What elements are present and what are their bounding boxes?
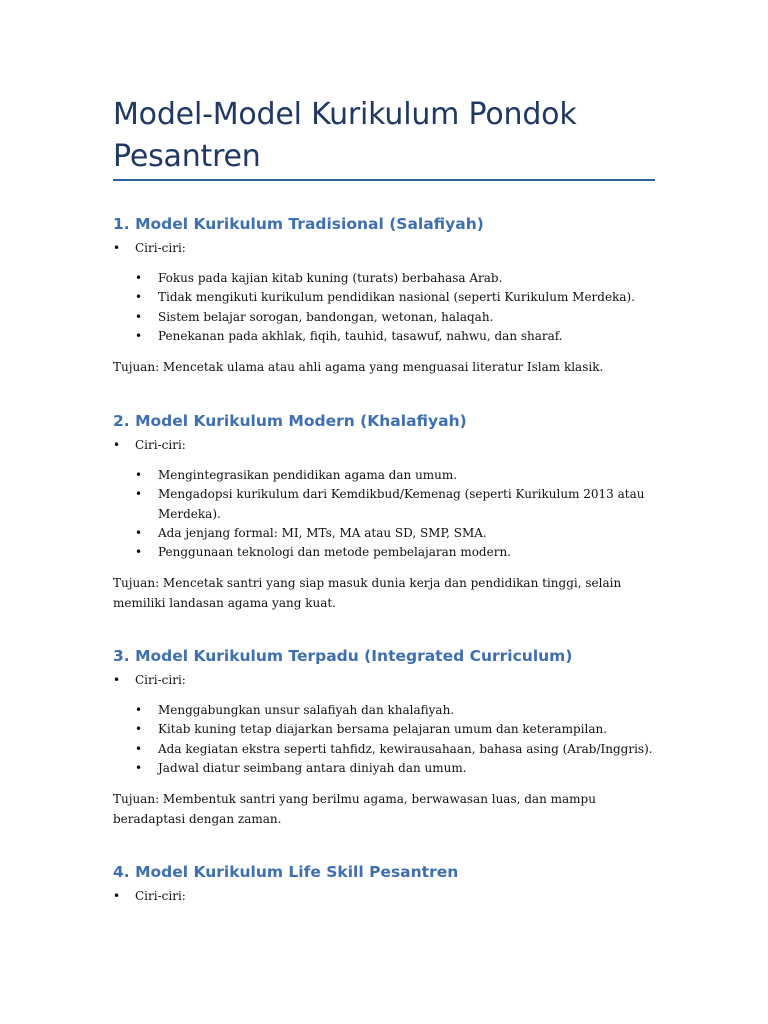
- list-item-text: Tidak mengikuti kurikulum pendidikan nasional (seperti Kurikulum Merdeka).: [158, 290, 635, 305]
- bullet-icon: •: [135, 760, 143, 775]
- section-tradisional: [113, 211, 658, 377]
- list-item-text: Fokus pada kajian kitab kuning (turats) berbahasa Arab.: [158, 271, 503, 285]
- tujuan-paragraph: Tujuan: Mencetak santri yang siap masuk dunia kerja dan pendidikan tinggi, selain memiliki landasan agama yang kuat.: [113, 576, 622, 611]
- bullet-icon: •: [113, 241, 121, 255]
- ciri-list: [113, 701, 658, 778]
- list-item-text: Mengintegrasikan pendidikan agama dan umum.: [158, 468, 458, 482]
- list-item-text: Ada jenjang formal: MI, MTs, MA atau SD, SMP, SMA.: [158, 525, 487, 540]
- list-item: [135, 524, 658, 543]
- list-item: [135, 308, 658, 327]
- ciri-ciri-item: [113, 671, 658, 689]
- document-title: Model-Model Kurikulum Pondok Pesantren: [113, 97, 577, 174]
- bullet-icon: •: [135, 309, 143, 324]
- ciri-ciri-label: Ciri-ciri:: [135, 241, 186, 255]
- list-item-text: Kitab kuning tetap diajarkan bersama pelajaran umum dan keterampilan.: [158, 722, 608, 737]
- list-item-text: Jadwal diatur seimbang antara diniyah dan umum.: [158, 760, 467, 775]
- list-item: [135, 701, 658, 720]
- list-item-text: Penggunaan teknologi dan metode pembelajaran modern.: [158, 545, 511, 560]
- bullet-icon: •: [113, 438, 121, 452]
- list-item-text: Mengadopsi kurikulum dari Kemdikbud/Kemenag (seperti Kurikulum 2013 atau Merdeka).: [158, 487, 645, 521]
- tujuan-paragraph: Tujuan: Membentuk santri yang berilmu agama, berwawasan luas, dan mampu beradaptasi dengan zaman.: [113, 792, 596, 827]
- list-item: [135, 327, 658, 346]
- ciri-ciri-label: Ciri-ciri:: [135, 889, 186, 903]
- ciri-ciri-item: [113, 436, 658, 454]
- ciri-list: [113, 269, 658, 346]
- bullet-icon: •: [135, 722, 143, 737]
- section-heading: 4. Model Kurikulum Life Skill Pesantren: [113, 863, 459, 881]
- list-item: [135, 466, 658, 485]
- ciri-ciri-label: Ciri-ciri:: [135, 673, 186, 687]
- ciri-ciri-item: [113, 887, 658, 905]
- list-item: [135, 485, 658, 524]
- list-item: [135, 543, 658, 562]
- section-heading: 3. Model Kurikulum Terpadu (Integrated Curriculum): [113, 647, 573, 665]
- ciri-ciri-label: Ciri-ciri:: [135, 438, 186, 452]
- ciri-ciri-item: [113, 239, 658, 257]
- tujuan-paragraph: Tujuan: Mencetak ulama atau ahli agama yang menguasai literatur Islam klasik.: [113, 360, 604, 375]
- bullet-icon: •: [135, 703, 143, 717]
- section-terpadu: [113, 643, 658, 829]
- ciri-list: [113, 466, 658, 562]
- bullet-icon: •: [135, 328, 143, 343]
- section-life-skill: [113, 859, 658, 905]
- list-item-text: Sistem belajar sorogan, bandongan, wetonan, halaqah.: [158, 309, 494, 324]
- title-underline: [113, 179, 655, 181]
- list-item: [135, 720, 658, 739]
- list-item-text: Penekanan pada akhlak, fiqih, tauhid, tasawuf, nahwu, dan sharaf.: [158, 328, 563, 343]
- bullet-icon: •: [135, 468, 143, 482]
- section-heading: 1. Model Kurikulum Tradisional (Salafiyah): [113, 215, 484, 233]
- list-item-text: Menggabungkan unsur salafiyah dan khalafiyah.: [158, 703, 455, 717]
- list-item: [135, 740, 658, 759]
- bullet-icon: •: [135, 487, 143, 502]
- section-heading: 2. Model Kurikulum Modern (Khalafiyah): [113, 412, 467, 430]
- bullet-icon: •: [113, 673, 121, 687]
- bullet-icon: •: [135, 290, 143, 305]
- list-item: [135, 269, 658, 288]
- list-item-text: Ada kegiatan ekstra seperti tahfidz, kewirausahaan, bahasa asing (Arab/Inggris).: [158, 741, 653, 756]
- bullet-icon: •: [135, 545, 143, 560]
- bullet-icon: •: [135, 741, 143, 756]
- list-item: [135, 759, 658, 778]
- section-modern: [113, 408, 658, 613]
- list-item: [135, 288, 658, 307]
- bullet-icon: •: [135, 271, 143, 285]
- bullet-icon: •: [113, 889, 121, 903]
- bullet-icon: •: [135, 525, 143, 540]
